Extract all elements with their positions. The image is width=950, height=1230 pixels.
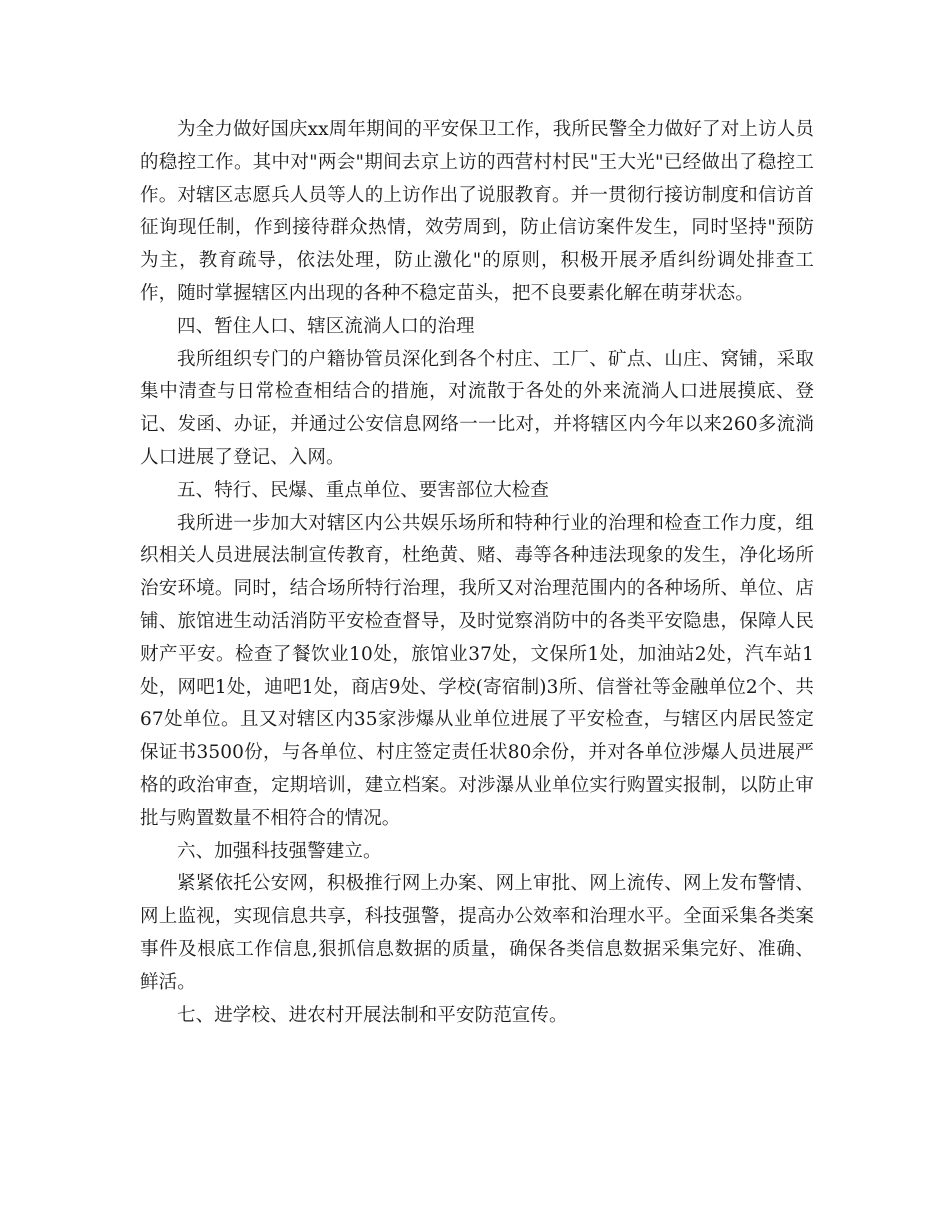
paragraph-floating-population: 我所组织专门的户籍协管员深化到各个村庄、工厂、矿点、山庄、窝铺，采取集中清查与日常检查相结合的措施，对流散于各处的外来流淌人口进展摸底、登记、发函、办证，并通过公安信息网络一一比对，并将辖区内今年以来260多流淌人口进展了登记、入网。 [140,348,814,468]
section-heading-6: 六、加强科技强警建立。 [177,840,382,862]
paragraph-petition-control: 为全力做好国庆xx周年期间的平安保卫工作，我所民警全力做好了对上访人员的稳控工作。其中对"两会"期间去京上访的西营村村民"王大光"已经做出了稳控工作。对辖区志愿兵人员等人的上访作出了说服教育。并一贯彻行接访制度和信访首征询现任制，作到接待群众热情，效劳周到，防止信访案件发生，同时坚持"预防为主，教育疏导，依法处理，防止激化"的原则，积极开展矛盾纠纷调处排查工作，随时掌握辖区内出现的各种不稳定苗头，把不良要素化解在萌芽状态。 [140,119,814,304]
paragraph-inspection: 我所进一步加大对辖区内公共娱乐场所和特种行业的治理和检查工作力度，组织相关人员进展法制宣传教育，杜绝黄、赌、毒等各种违法现象的发生，净化场所治安环境。同时，结合场所特行治理，我所又对治理范围内的各种场所、单位、店铺、旅馆进生动活消防平安检查督导，及时觉察消防中的各类平安隐患，保障人民财产平安。检查了餐饮业10处，旅馆业37处，文保所1处，加油站2处，汽车站1处，网吧1处，迪吧1处，商店9处、学校(寄宿制)3所、信誉社等金融单位2个、共67处单位。且又对辖区内35家涉爆从业单位进展了平安检查，与辖区内居民签定保证书3500份，与各单位、村庄签定责任状80余份，并对各单位涉爆人员进展严格的政治审查，定期培训，建立档案。对涉瀑从业单位实行购置实报制，以防止审批与购置数量不相符合的情况。 [140,512,814,829]
paragraph-technology: 紧紧依托公安网，积极推行网上办案、网上审批、网上流传、网上发布警情、网上监视，实现信息共享，科技强警，提高办公效率和治理水平。全面采集各类案事件及根底工作信息,狠抓信息数据的质量，确保各类信息数据采集完好、准确、鲜活。 [140,873,814,993]
section-heading-7: 七、进学校、进农村开展法制和平安防范宣传。 [177,1004,568,1026]
section-heading-4: 四、暂住人口、辖区流淌人口的治理 [177,315,475,337]
section-heading-5: 五、特行、民爆、重点单位、要害部位大检查 [177,479,550,501]
document-page [140,114,814,1032]
